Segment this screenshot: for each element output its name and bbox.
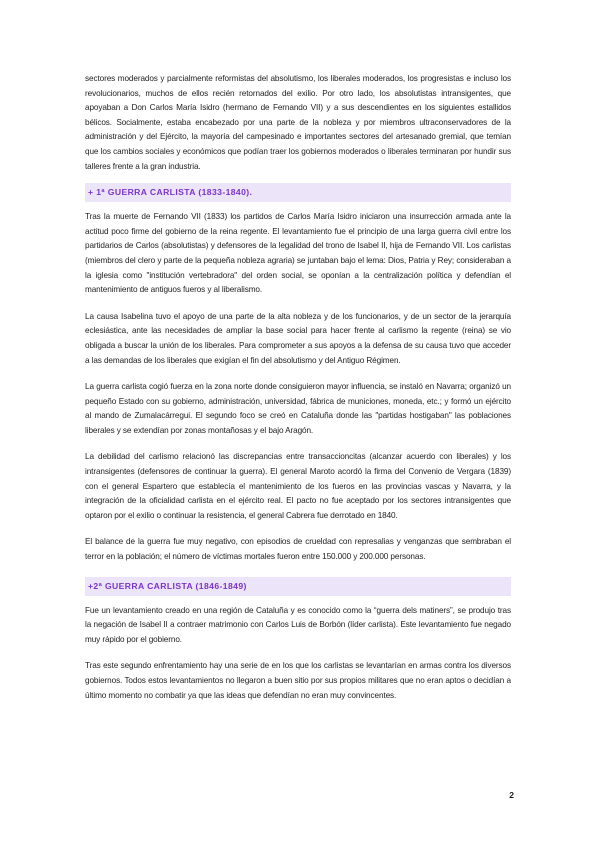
paragraph: Fue un levantamiento creado en una región de Cataluña y es conocido como la “guerra dels matiners”, se produjo tras la negación de Isabel II a contraer matrimonio con Carlos Luis de Borbón (líder carlista). Este levantamiento fue negado muy rápido por el gobierno. [85, 605, 511, 644]
paragraph: El balance de la guerra fue muy negativo, con episodios de crueldad con represalias y venganzas que sembraban el terror en la población; el número de víctimas mortales fueron entre 150.000 y 200.000 personas. [85, 537, 511, 562]
intro-paragraph: sectores moderados y parcialmente reformistas del absolutismo, los liberales moderados, los progresistas e incluso los revolucionarios, muchos de ellos recién retornados del exilio. Por otro lado, los absolutistas intransigentes, que apoyaban a Don Carlos María Isidro (hermano de Fernando VII) y a sus descendientes en los siguientes estallidos bélicos. Socialmente, estaba encabezado por una parte de la nobleza y por miembros ultraconservadores de la administración y del Ejército, la mayoría del campesinado e importantes sectores del artesanado gremial, que temían que los cambios sociales y económicos que podían traer los gobiernos moderados o liberales terminaran por hundir sus talleres frente a la gran industria. [85, 74, 511, 171]
paragraph: La debilidad del carlismo relacionó las discrepancias entre transaccioncitas (alcanzar acuerdo con liberales) y los intransigentes (defensores de continuar la guerra). El general Maroto acordó la firma del Convenio de Vergara (1839) con el general Espartero que establecía el mantenimiento de los fueros en las provincias vascas y Navarra, y la integración de la oficialidad carlista en el ejército real. El pacto no fue aceptado por los sectores intransigentes que optaron por el exilio o continuar la resistencia, el general Cabrera fue derrotado en 1840. [85, 452, 511, 520]
page-number: 2 [509, 790, 514, 800]
paragraph: La guerra carlista cogió fuerza en la zona norte donde consiguieron mayor influencia, se instaló en Navarra; organizó un pequeño Estado con su gobierno, administración, universidad, fábrica de municiones, moneda, etc.; y formó un ejército al mando de Zumalacárregui. El segundo foco se creó en Cataluña donde las "partidas hostigaban" las poblaciones liberales y se extendían por zonas montañosas y el bajo Aragón. [85, 382, 511, 435]
paragraph: La causa Isabelina tuvo el apoyo de una parte de la alta nobleza y de los funcionarios, y de un sector de la jerarquía eclesiástica, ante las necesidades de ampliar la base social para hacer frente al carlismo la regente (reina) se vio obligada a buscar la unión de los liberales. Para comprometer a sus apoyos a la defensa de su causa tuvo que acceder a las demandas de los liberales que exigían el fin del absolutismo y del Antiguo Régimen. [85, 311, 511, 365]
paragraph: Tras este segundo enfrentamiento hay una serie de en los que los carlistas se levantarían en armas contra los diversos gobiernos. Todos estos levantamientos no llegaron a buen sitio por sus propios militares que no eran aptos o decidían a último momento no combatir ya que las ideas que defendían no eran muy convincentes. [85, 661, 511, 700]
paragraph: Tras la muerte de Fernando VII (1833) los partidos de Carlos María Isidro iniciaron una insurrección armada ante la actitud poco firme del gobierno de la reina regente. El levantamiento fue el principio de una larga guerra civil entre los partidarios de Carlos (absolutistas) y defensores de la legalidad del trono de Isabel II, hija de Fernando VII. Los carlistas (miembros del clero y parte de la pequeña nobleza agraria) se juntaban bajo el lema: Dios, Patria y Rey; consideraban a la iglesia como "institución vertebradora" del orden social, se oponían a la centralización política y defendían el mantenimiento de antiguos fueros y al liberalismo. [85, 212, 511, 295]
section-heading-second-carlist-war: +2ª GUERRA CARLISTA (1846-1849) [85, 577, 511, 596]
section-heading-first-carlist-war: + 1ª GUERRA CARLISTA (1833-1840). [85, 183, 511, 202]
